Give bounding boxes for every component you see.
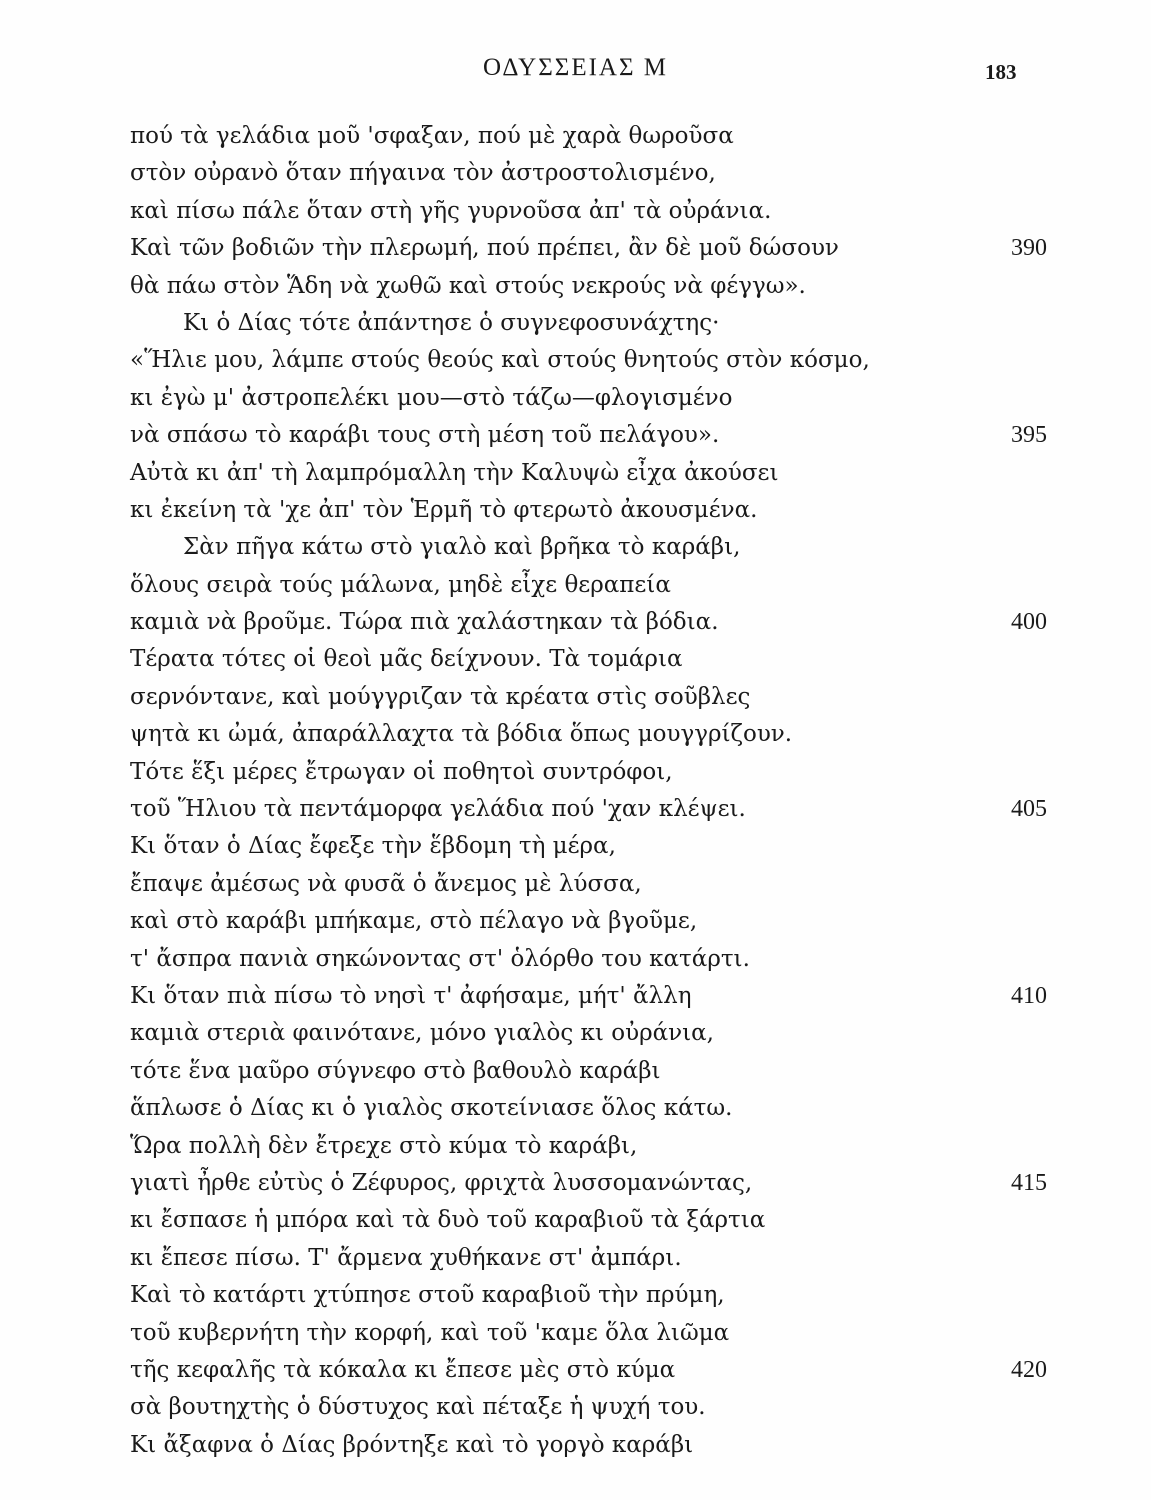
verse-text: τοῦ κυβερνήτη τὴν κορφή, καὶ τοῦ 'καμε ὅλα λιῶμα	[130, 1319, 730, 1346]
verse-line	[0, 417, 1151, 454]
verse-line	[0, 828, 1151, 865]
verse-text: κι ἔσπασε ἡ μπόρα καὶ τὰ δυὸ τοῦ καραβιοῦ τὰ ξάρτια	[130, 1207, 766, 1234]
verse-text: κι ἐκείνη τὰ 'χε ἀπ' τὸν Ἑρμῆ τὸ φτερωτὸ ἀκουσμένα.	[130, 496, 758, 523]
verse-text: κι ἐγὼ μ' ἀστροπελέκι μου—στὸ τάζω—φλογισμένο	[130, 384, 733, 411]
verse-text: σὰ βουτηχτὴς ὁ δύστυχος καὶ πέταξε ἡ ψυχή του.	[130, 1394, 706, 1421]
verse-text: Καὶ τὸ κατάρτι χτύπησε στοῦ καραβιοῦ τὴν πρύμη,	[130, 1282, 725, 1309]
verse-line	[0, 1389, 1151, 1426]
verse-text: σερνόντανε, καὶ μούγγριζαν τὰ κρέατα στὶς σοῦβλες	[130, 683, 751, 710]
verse-line	[0, 1165, 1151, 1202]
verse-line	[0, 118, 1151, 155]
verse-line	[0, 1128, 1151, 1165]
poem-text-block	[0, 118, 1151, 1464]
verse-text: Καὶ τῶν βοδιῶν τὴν πλερωμή, πού πρέπει, ἂν δὲ μοῦ δώσουν	[130, 235, 839, 262]
verse-line	[0, 604, 1151, 641]
verse-text: θὰ πάω στὸν Ἅδη νὰ χωθῶ καὶ στούς νεκρούς νὰ φέγγω».	[130, 272, 806, 299]
verse-text: ψητὰ κι ὠμά, ἀπαράλλαχτα τὰ βόδια ὅπως μουγγρίζουν.	[130, 721, 793, 748]
verse-line	[0, 455, 1151, 492]
verse-text: ἔπαψε ἀμέσως νὰ φυσᾶ ὁ ἄνεμος μὲ λύσσα,	[130, 870, 642, 897]
verse-text: τῆς κεφαλῆς τὰ κόκαλα κι ἔπεσε μὲς στὸ κύμα	[130, 1356, 676, 1383]
verse-number: 415	[1011, 1169, 1047, 1196]
verse-line	[0, 155, 1151, 192]
verse-line	[0, 754, 1151, 791]
verse-line	[0, 492, 1151, 529]
verse-line	[0, 342, 1151, 379]
verse-line	[0, 1202, 1151, 1239]
running-head-title: ΟΔΥΣΣΕΙΑΣ Μ	[482, 54, 669, 81]
page-number: 183	[985, 60, 1017, 84]
verse-line	[0, 978, 1151, 1015]
verse-number: 405	[1011, 796, 1047, 823]
verse-text: Τέρατα τότες οἱ θεοὶ μᾶς δείχνουν. Τὰ τομάρια	[130, 646, 683, 673]
verse-number: 395	[1011, 422, 1047, 449]
verse-text: τοῦ Ἥλιου τὰ πεντάμορφα γελάδια πού 'χαν κλέψει.	[130, 796, 746, 823]
verse-line	[0, 1090, 1151, 1127]
verse-line	[0, 1315, 1151, 1352]
verse-line	[0, 791, 1151, 828]
verse-text: καμιὰ νὰ βροῦμε. Τώρα πιὰ χαλάστηκαν τὰ βόδια.	[130, 609, 719, 636]
verse-line	[0, 866, 1151, 903]
verse-text: Τότε ἕξι μέρες ἔτρωγαν οἱ ποθητοὶ συντρόφοι,	[130, 758, 673, 785]
verse-line	[0, 941, 1151, 978]
verse-text: τ' ἄσπρα πανιὰ σηκώνοντας στ' ὁλόρθο του κατάρτι.	[130, 945, 750, 972]
verse-text: ὅλους σειρὰ τούς μάλωνα, μηδὲ εἶχε θεραπεία	[130, 571, 671, 598]
verse-line-indented	[0, 305, 1151, 342]
verse-text: γιατὶ ἦρθε εὐτὺς ὁ Ζέφυρος, φριχτὰ λυσσομανώντας,	[130, 1169, 753, 1196]
verse-number: 400	[1011, 609, 1047, 636]
verse-line	[0, 380, 1151, 417]
verse-text: Σὰν πῆγα κάτω στὸ γιαλὸ καὶ βρῆκα τὸ καράβι,	[183, 534, 741, 561]
verse-line	[0, 268, 1151, 305]
verse-text: Ὥρα πολλὴ δὲν ἔτρεχε στὸ κύμα τὸ καράβι,	[130, 1132, 638, 1159]
verse-text: νὰ σπάσω τὸ καράβι τους στὴ μέση τοῦ πελάγου».	[130, 422, 720, 449]
verse-text: «Ἥλιε μου, λάμπε στούς θεούς καὶ στούς θνητούς στὸν κόσμο,	[130, 347, 870, 374]
verse-text: καὶ στὸ καράβι μπήκαμε, στὸ πέλαγο νὰ βγοῦμε,	[130, 908, 698, 935]
verse-text: Κι ὅταν πιὰ πίσω τὸ νησὶ τ' ἀφήσαμε, μήτ' ἄλλη	[130, 982, 692, 1009]
verse-line	[0, 230, 1151, 267]
verse-line	[0, 193, 1151, 230]
verse-text: Αὐτὰ κι ἀπ' τὴ λαμπρόμαλλη τὴν Καλυψὼ εἶχα ἀκούσει	[130, 459, 779, 486]
verse-line	[0, 641, 1151, 678]
verse-text: Κι ἄξαφνα ὁ Δίας βρόντηξε καὶ τὸ γοργὸ καράβι	[130, 1431, 694, 1458]
verse-line	[0, 567, 1151, 604]
verse-number: 390	[1011, 235, 1047, 262]
verse-text: καμιὰ στεριὰ φαινότανε, μόνο γιαλὸς κι οὐράνια,	[130, 1020, 714, 1047]
verse-text: Κι ὁ Δίας τότε ἀπάντησε ὁ συγνεφοσυνάχτης·	[183, 309, 720, 336]
verse-text: Κι ὅταν ὁ Δίας ἔφεξε τὴν ἕβδομη τὴ μέρα,	[130, 833, 616, 860]
verse-text: κι ἔπεσε πίσω. Τ' ἄρμενα χυθήκανε στ' ἀμπάρι.	[130, 1244, 682, 1271]
verse-line	[0, 1015, 1151, 1052]
verse-line	[0, 1240, 1151, 1277]
verse-line	[0, 903, 1151, 940]
verse-line	[0, 1427, 1151, 1464]
verse-line	[0, 1352, 1151, 1389]
verse-text: καὶ πίσω πάλε ὅταν στὴ γῆς γυρνοῦσα ἀπ' τὰ οὐράνια.	[130, 197, 772, 224]
verse-line	[0, 679, 1151, 716]
verse-line	[0, 1053, 1151, 1090]
verse-text: στὸν οὐρανὸ ὅταν πήγαινα τὸν ἀστροστολισμένο,	[130, 160, 716, 187]
verse-number: 410	[1011, 982, 1047, 1009]
verse-text: ἅπλωσε ὁ Δίας κι ὁ γιαλὸς σκοτείνιασε ὅλος κάτω.	[130, 1095, 733, 1122]
verse-line	[0, 716, 1151, 753]
verse-text: πού τὰ γελάδια μοῦ 'σφαξαν, πού μὲ χαρὰ θωροῦσα	[130, 123, 734, 149]
verse-text: τότε ἕνα μαῦρο σύγνεφο στὸ βαθουλὸ καράβι	[130, 1057, 661, 1084]
verse-line	[0, 1277, 1151, 1314]
verse-number: 420	[1011, 1356, 1047, 1383]
verse-line-indented	[0, 529, 1151, 566]
